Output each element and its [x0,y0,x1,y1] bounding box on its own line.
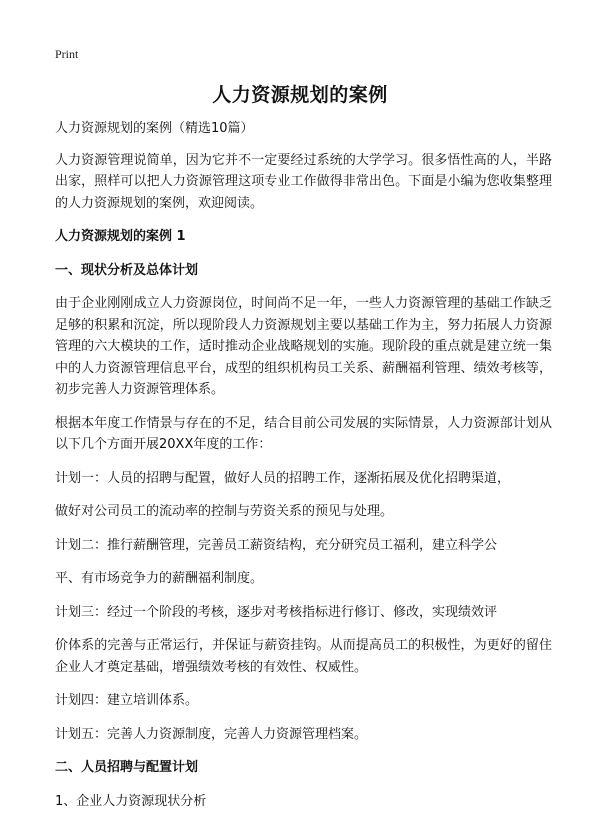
plan-2-line-2: 平、有市场竞争力的薪酬福利制度。 [55,571,264,586]
intro-paragraph: 人力资源管理说简单，因为它并不一定要经过系统的大学学习。很多悟性高的人，半路出家，照样可以把人力资源管理这项专业工作做得非常出色。下面是小编为您收集整理的人力资源规划的案例，欢迎阅读。 [55,152,552,211]
plan-3-line-1: 计划三：经过一个阶段的考核，逐步对考核指标进行修订、修改，实现绩效评 [55,604,498,620]
section-heading-1: 一、现状分析及总体计划 [55,262,199,278]
plan-1-line-2: 做好对公司员工的流动率的控制与劳资关系的预见与处理。 [55,504,394,519]
list-item-1: 1、企业人力资源现状分析 [55,793,207,809]
plan-1-line-1: 计划一：人员的招聘与配置，做好人员的招聘工作，逐渐拓展及优化招聘渠道， [55,470,511,486]
plan-4: 计划四：建立培训体系。 [55,693,199,708]
case-heading: 人力资源规划的案例 1 [55,229,186,244]
plan-2-line-1: 计划二：推行薪酬管理，完善员工薪资结构，充分研究员工福利，建立科学公 [55,537,498,553]
document-subtitle: 人力资源规划的案例（精选10篇） [55,121,254,136]
print-label: Print [55,47,79,61]
section-heading-2: 二、人员招聘与配置计划 [55,760,199,775]
document-body [55,118,552,824]
document-title: 人力资源规划的案例 [212,84,388,106]
paragraph-status: 由于企业刚刚成立人力资源岗位，时间尚不足一年，一些人力资源管理的基础工作缺乏足够的积累和沉淀，所以现阶段人力资源规划主要以基础工作为主，努力拓展人力资源管理的六大模块的工作，适时推动企业战略规划的实施。现阶段的重点就是建立统一集中的人力资源管理信息平台，成型的组织机构员工关系、薪酬福利管理、绩效考核等，初步完善人力资源管理体系。 [55,296,552,397]
plan-3-line-2: 价体系的完善与正常运行，并保证与薪资挂钩。从而提高员工的积极性，为更好的留住企业人才奠定基础，增强绩效考核的有效性、权威性。 [55,638,552,675]
paragraph-annual-plan: 根据本年度工作情景与存在的不足，结合目前公司发展的实际情景，人力资源部计划从以下几个方面开展20XX年度的工作： [55,415,552,452]
plan-5: 计划五：完善人力资源制度，完善人力资源管理档案。 [55,726,368,742]
